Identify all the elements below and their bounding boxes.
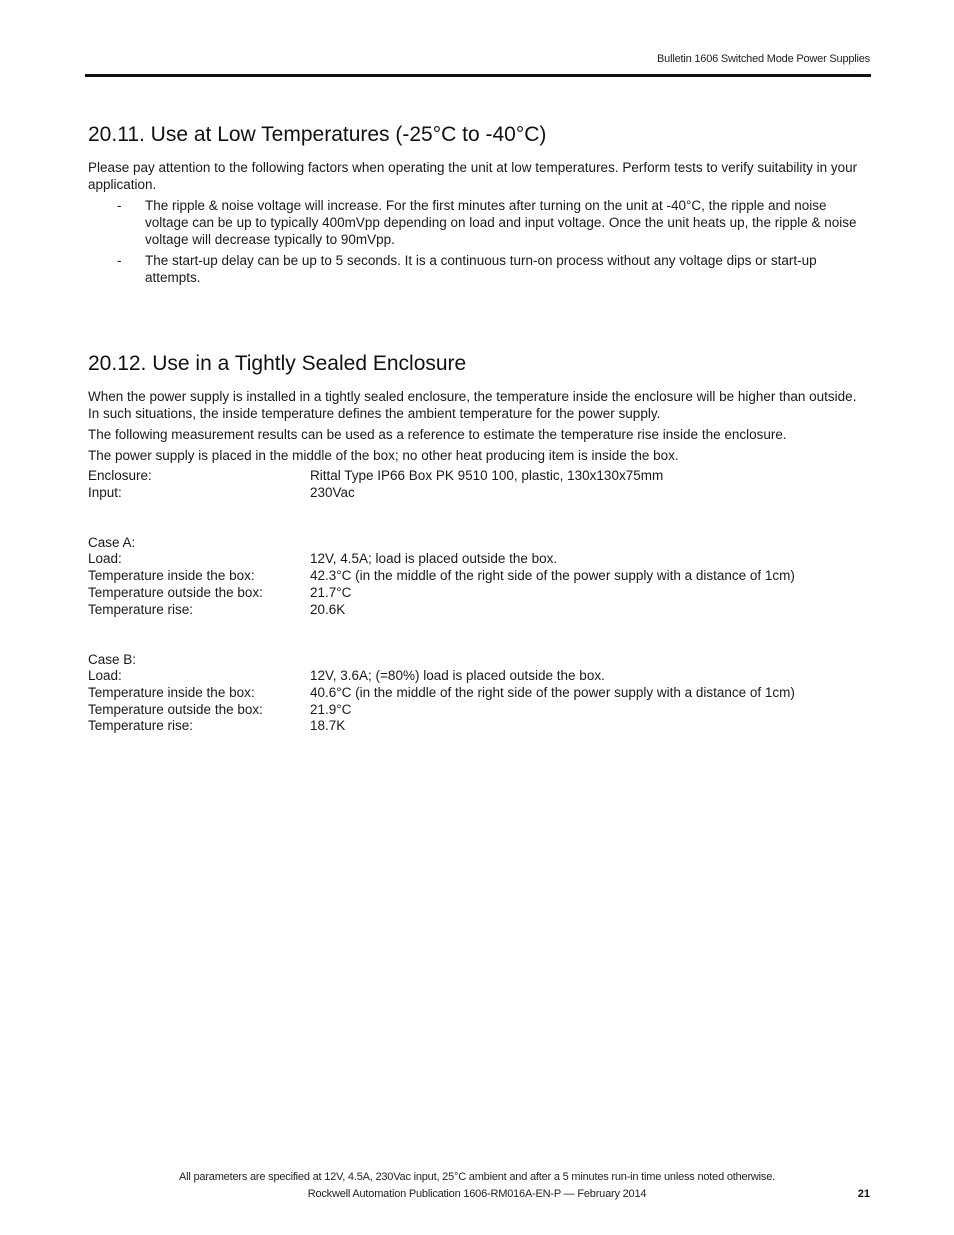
bullet-list	[88, 197, 868, 286]
list-item: - The ripple & noise voltage will increase. For the first minutes after turning on the unit at -40°C, the ripple and noise voltage can be up to typically 400mVpp depending on load and input voltage. Once the unit heats up, the ripple & noise voltage will decrease typically to 90mVpp.	[117, 198, 857, 247]
table-row: Temperature inside the box: 40.6°C (in the middle of the right side of the power supply with a distance of 1cm)	[88, 685, 795, 701]
section-intro: Please pay attention to the following factors when operating the unit at low temperatures. Perform tests to verify suitability in your application.	[88, 160, 858, 192]
section-sealed-enclosure	[88, 351, 868, 735]
setup-row: Enclosure: Rittal Type IP66 Box PK 9510 100, plastic, 130x130x75mm	[88, 468, 664, 483]
footer-publication: Rockwell Automation Publication 1606-RM016A-EN-P — February 2014	[307, 1188, 647, 1200]
section-heading-sealed-enclosure: 20.12. Use in a Tightly Sealed Enclosure	[88, 352, 467, 375]
header-rule	[85, 74, 871, 77]
setup-row: Input: 230Vac	[88, 484, 355, 500]
table-row: Temperature rise: 18.7K	[88, 718, 346, 734]
table-row: Temperature inside the box: 42.3°C (in the middle of the right side of the power supply with a distance of 1cm)	[88, 568, 795, 584]
paragraph: The following measurement results can be used as a reference to estimate the temperature rise inside the enclosure.	[88, 427, 787, 442]
running-header: Bulletin 1606 Switched Mode Power Supplies	[657, 53, 870, 65]
table-row: Temperature rise: 20.6K	[88, 601, 346, 617]
table-row: Load: 12V, 3.6A; (=80%) load is placed outside the box.	[88, 668, 605, 684]
section-heading-low-temp: 20.11. Use at Low Temperatures (-25°C to -40°C)	[88, 123, 547, 146]
paragraph: The power supply is placed in the middle of the box; no other heat producing item is inside the box.	[88, 448, 679, 463]
list-item: - The start-up delay can be up to 5 seconds. It is a continuous turn-on process without any voltage dips or start-up attempts.	[117, 253, 817, 285]
page-number: 21	[857, 1188, 870, 1200]
case-b-title: Case B:	[88, 651, 137, 667]
section-low-temperatures	[88, 122, 868, 290]
table-row: Load: 12V, 4.5A; load is placed outside the box.	[88, 551, 558, 567]
case-a-title: Case A:	[88, 534, 136, 550]
paragraph: When the power supply is installed in a tightly sealed enclosure, the temperature inside the enclosure will be higher than outside. In such situations, the inside temperature defines the ambient temperature for the power supply.	[88, 389, 857, 421]
table-row: Temperature outside the box: 21.7°C	[88, 584, 352, 600]
footer-note: All parameters are specified at 12V, 4.5A, 230Vac input, 25°C ambient and after a 5 minutes run-in time unless noted otherwise.	[179, 1171, 775, 1183]
table-row: Temperature outside the box: 21.9°C	[88, 701, 352, 717]
